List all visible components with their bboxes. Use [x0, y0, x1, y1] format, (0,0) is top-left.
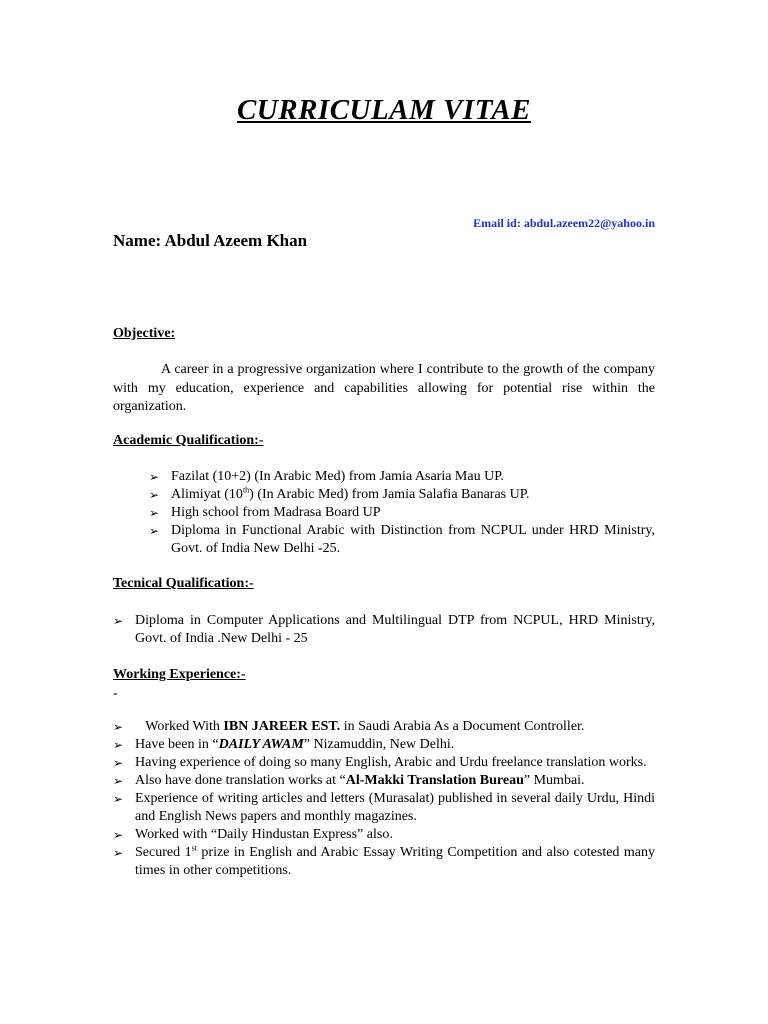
list-item: ➢ Diploma in Functional Arabic with Distinction from NCPUL under HRD Ministry, Govt. of India New Delhi -25. [149, 523, 655, 556]
arrow-bullet-icon: ➢ [113, 828, 124, 842]
arrow-bullet-icon: ➢ [113, 756, 124, 770]
document-title: CURRICULAM VITAE [236, 94, 532, 126]
list-item: ➢ Have been in “DAILY AWAM” Nizamuddin, New Delhi. [113, 737, 455, 752]
arrow-bullet-icon: ➢ [149, 470, 160, 484]
objective-text: A career in a progressive organization where I contribute to the growth of the company with my education, experience and capabilities allowing for potential rise within the organization. [113, 362, 655, 414]
applicant-name: Name: Abdul Azeem Khan [113, 231, 308, 250]
list-item: ➢ Also have done translation works at “Al-Makki Translation Bureau” Mumbai. [113, 773, 585, 788]
work-heading: Working Experience:- [113, 667, 246, 682]
arrow-bullet-icon: ➢ [113, 792, 124, 806]
arrow-bullet-icon: ➢ [149, 524, 160, 538]
arrow-bullet-icon: ➢ [149, 488, 160, 502]
arrow-bullet-icon: ➢ [149, 506, 160, 520]
list-item: ➢ Secured 1st prize in English and Arabic Essay Writing Competition and also cotested many times in other competitions. [113, 843, 656, 878]
list-item: ➢ Experience of writing articles and letters (Murasalat) published in several daily Urdu, Hindi and English News papers and monthly magazines. [113, 791, 655, 824]
arrow-bullet-icon: ➢ [113, 774, 124, 788]
academic-heading: Academic Qualification:- [113, 433, 264, 448]
objective-heading: Objective: [113, 326, 176, 341]
technical-heading: Tecnical Qualification:- [113, 576, 254, 591]
list-item: ➢ Worked with “Daily Hindustan Express” also. [113, 827, 393, 842]
dash-mark: - [113, 686, 118, 701]
arrow-bullet-icon: ➢ [113, 846, 124, 860]
list-item: ➢ Alimiyat (10th) (In Arabic Med) from Jamia Salafia Banaras UP. [149, 485, 530, 502]
list-item: ➢ Worked With IBN JAREER EST. in Saudi Arabia As a Document Controller. [113, 719, 585, 734]
list-item: ➢ Having experience of doing so many English, Arabic and Urdu freelance translation works. [113, 755, 647, 770]
academic-list [149, 468, 655, 558]
work-list [113, 718, 656, 880]
arrow-bullet-icon: ➢ [113, 614, 124, 628]
email-line: Email id: abdul.azeem22@yahoo.in [473, 216, 655, 230]
list-item: ➢ Fazilat (10+2) (In Arabic Med) from Jamia Asaria Mau UP. [149, 469, 504, 484]
list-item: ➢ Diploma in Computer Applications and Multilingual DTP from NCPUL, HRD Ministry, Govt. of India .New Delhi - 25 [113, 613, 655, 646]
list-item: ➢ High school from Madrasa Board UP [149, 505, 381, 520]
technical-list [113, 612, 655, 648]
arrow-bullet-icon: ➢ [113, 720, 124, 734]
arrow-bullet-icon: ➢ [113, 738, 124, 752]
